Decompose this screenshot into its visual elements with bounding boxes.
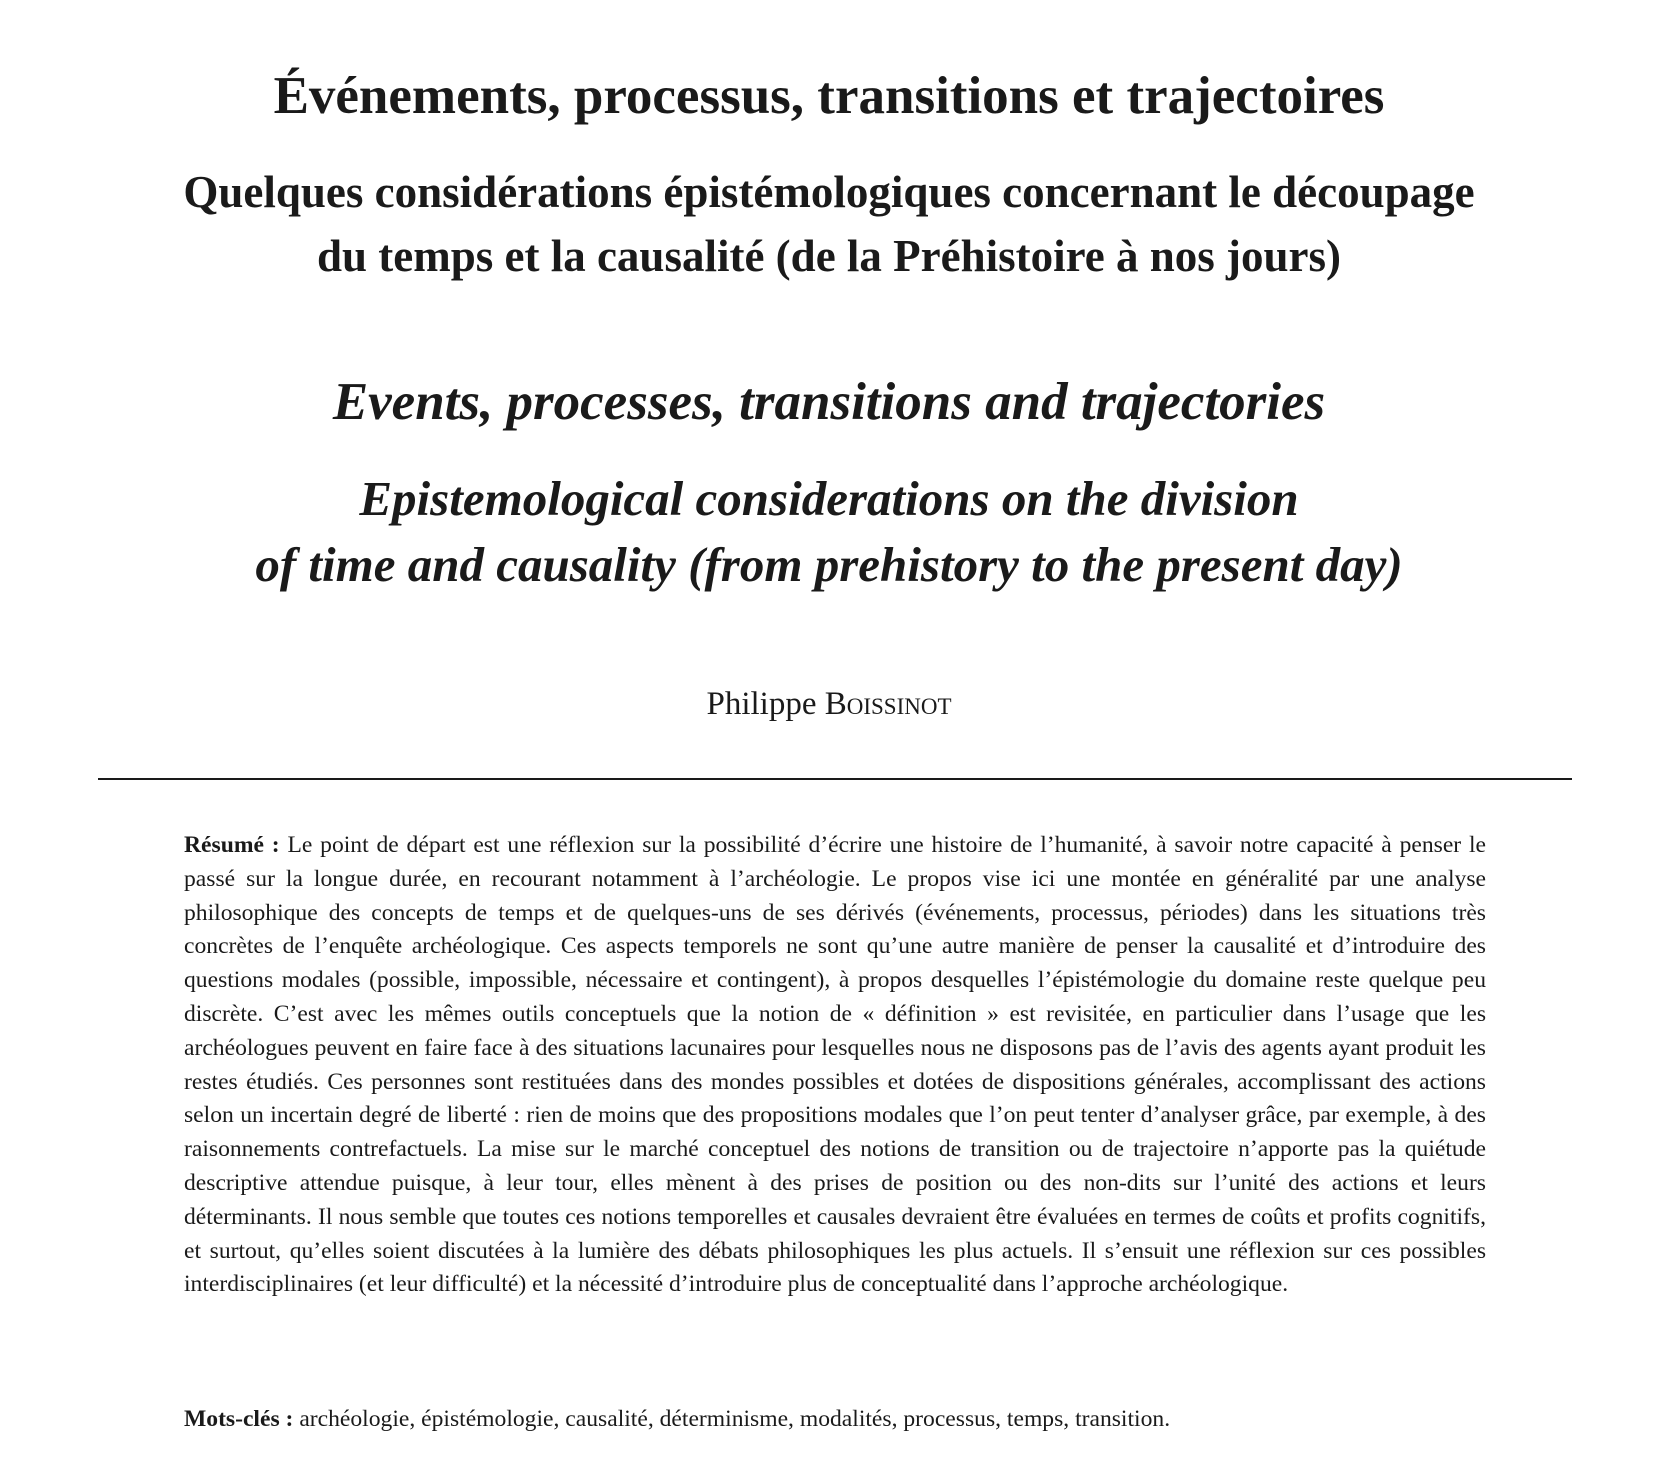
english-title-text: Events, processes, transitions and trajectories: [332, 373, 1326, 431]
french-subtitle-line-1: Quelques considérations épistémologiques concernant le découpage: [183, 167, 1475, 217]
keywords-paragraph: [184, 1402, 1486, 1436]
english-subtitle-line-2: of time and causality (from prehistory to the present day): [255, 537, 1403, 592]
english-subtitle: [80, 466, 1578, 598]
english-subtitle-line-1: Epistemological considerations on the division: [359, 471, 1299, 526]
author-last-name: Boissinot: [824, 686, 952, 722]
english-title: [80, 366, 1578, 438]
author-name: [80, 682, 1578, 726]
author-first-name: Philippe: [706, 686, 825, 722]
horizontal-divider: [98, 778, 1572, 780]
keywords-text: archéologie, épistémologie, causalité, déterminisme, modalités, processus, temps, transition.: [299, 1406, 1171, 1432]
french-title-text: Événements, processus, transitions et trajectoires: [273, 67, 1385, 125]
abstract-label: Résumé :: [184, 832, 280, 858]
abstract-text: Le point de départ est une réflexion sur la possibilité d’écrire une histoire de l’humanité, à savoir notre capacité à penser le passé sur la longue durée, en recourant notamment à l’archéologie. Le propos vise ici une montée en généralité par une analyse philosophique des concepts de temps et de quelques-uns de ses dérivés (événements, processus, périodes) dans les situations très concrètes de l’enquête archéologique. Ces aspects temporels ne sont qu’une autre manière de penser la causalité et d’introduire des questions modales (possible, impossible, nécessaire et contingent), à propos desquelles l’épistémologie du domaine reste quelque peu discrète. C’est avec les mêmes outils conceptuels que la notion de « définition » est revisitée, en particulier dans l’usage que les archéologues peuvent en faire face à des situations lacunaires pour lesquelles nous ne disposons pas de l’avis des agents ayant produit les restes étudiés. Ces personnes sont restituées dans des mondes possibles et dotées de dispositions générales, accomplissant des actions selon un incertain degré de liberté : rien de moins que des propositions modales que l’on peut tenter d’analyser grâce, par exemple, à des raisonnements contrefactuels. La mise sur le marché conceptuel des notions de transition ou de trajectoire n’apporte pas la quiétude descriptive attendue puisque, à leur tour, elles mènent à des prises de position ou des non-dits sur l’unité des actions et leurs déterminants. Il nous semble que toutes ces notions temporelles et causales devraient être évaluées en termes de coûts et profits cognitifs, et surtout, qu’elles soient discutées à la lumière des débats philosophiques les plus actuels. Il s’ensuit une réflexion sur ces possibles interdisciplinaires (et leur difficulté) et la nécessité d’introduire plus de conceptualité dans l’approche archéologique.: [184, 832, 1486, 1298]
french-subtitle-line-2: du temps et la causalité (de la Préhistoire à nos jours): [316, 231, 1342, 281]
abstract-paragraph: [184, 829, 1486, 1302]
french-title: [80, 60, 1578, 132]
french-subtitle: [80, 160, 1578, 288]
keywords-label: Mots-clés :: [184, 1406, 294, 1432]
